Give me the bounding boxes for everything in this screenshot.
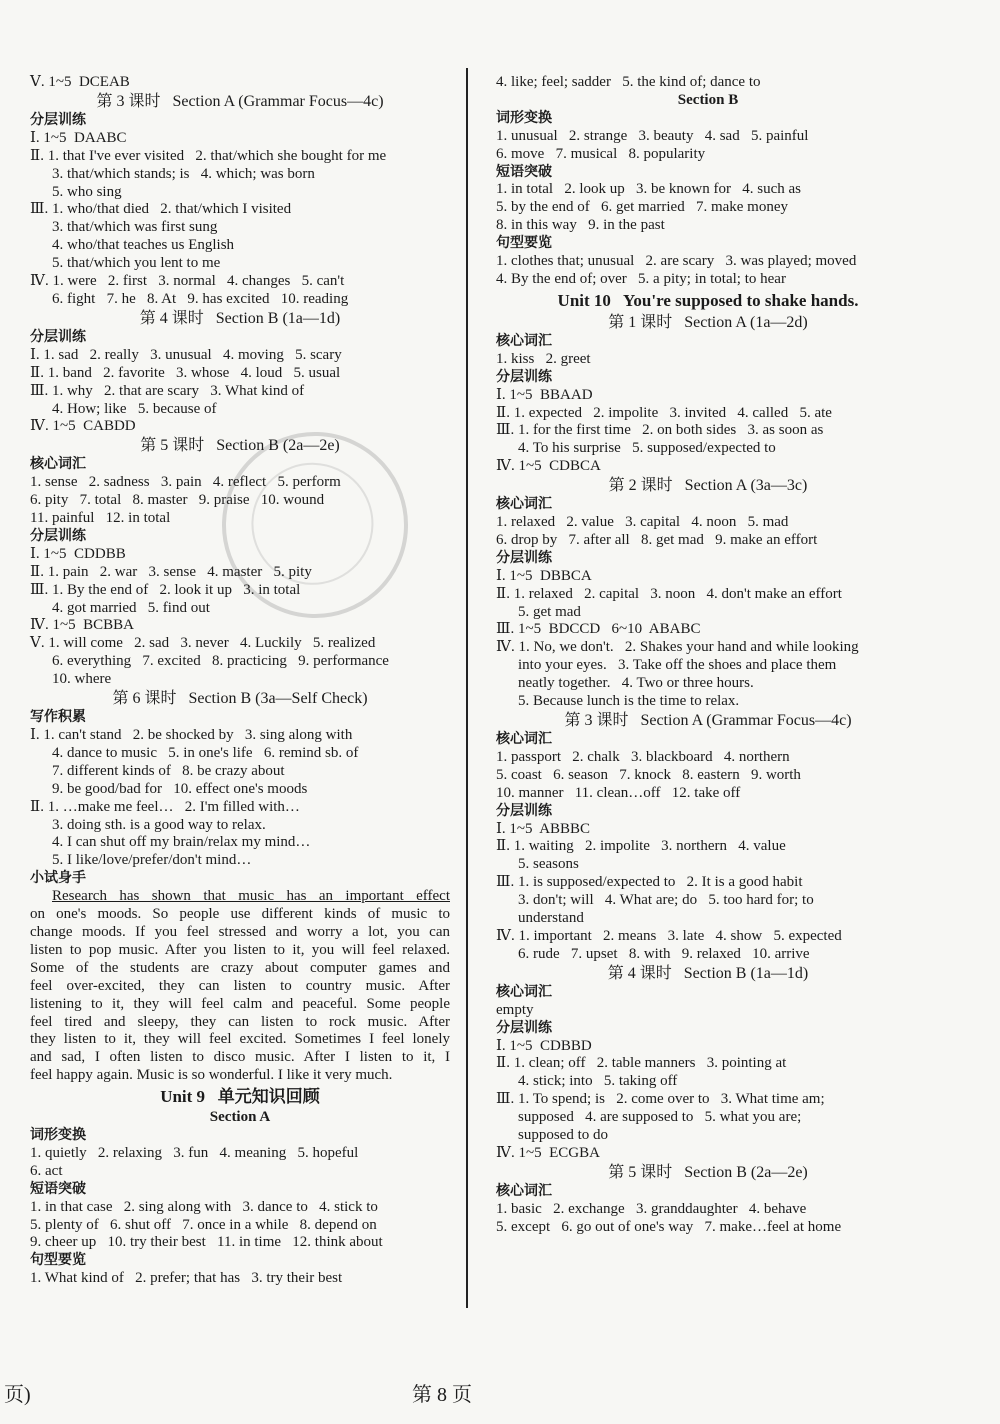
right-line: Unit 10 You're supposed to shake hands.	[557, 290, 859, 310]
right-line: Ⅲ. 1. is supposed/expected to 2. It is a good habit	[496, 874, 803, 891]
right-line: understand	[518, 910, 584, 927]
left-line: feel happy again. Music is so wonderful. I like it very much.	[30, 1067, 393, 1084]
right-line: 1. basic 2. exchange 3. granddaughter 4. behave	[496, 1200, 807, 1217]
right-line: 5. by the end of 6. get married 7. make money	[496, 199, 789, 216]
left-line: Ⅴ. 1~5 DCEAB	[30, 74, 130, 90]
right-line: empty	[496, 1001, 534, 1018]
left-line: 小试身手	[30, 870, 86, 887]
left-line: 3. that/which stands; is 4. which; was born	[52, 165, 315, 182]
left-line: 1. quietly 2. relaxing 3. fun 4. meaning 5. hopeful	[30, 1144, 359, 1161]
right-line: 核心词汇	[496, 983, 552, 1000]
right-line: Ⅳ. 1~5 CDBCA	[496, 458, 601, 475]
right-line: Ⅳ. 1~5 ECGBA	[496, 1144, 600, 1161]
left-line: listen to pop music. After you listen to it, you will feel relaxed.	[30, 941, 450, 958]
left-line: 句型要览	[30, 1252, 86, 1269]
right-line: 5. seasons	[518, 856, 579, 873]
right-line: 核心词汇	[496, 1182, 552, 1199]
left-line: 第 5 课时 Section B (2a—2e)	[140, 437, 340, 455]
right-line: Ⅰ. 1~5 DBBCA	[496, 567, 592, 584]
right-line: 核心词汇	[496, 731, 552, 747]
right-line: 第 5 课时 Section B (2a—2e)	[608, 1163, 808, 1181]
left-line: 词形变换	[30, 1127, 86, 1144]
left-line: 4. got married 5. find out	[52, 599, 210, 616]
left-line: Ⅱ. 1. that I've ever visited 2. that/which she bought for me	[30, 147, 387, 164]
left-line: 写作积累	[30, 709, 86, 726]
left-line: Research has shown that music has an important effect	[52, 888, 450, 905]
right-line: Section B	[677, 91, 739, 108]
right-line: 短语突破	[496, 163, 552, 180]
right-line: neatly together. 4. Two or three hours.	[518, 675, 754, 692]
right-line: 5. except 6. go out of one's way 7. make…feel at home	[496, 1218, 842, 1235]
right-line: 分层训练	[496, 549, 552, 566]
left-line: Ⅱ. 1. pain 2. war 3. sense 4. master 5. pity	[30, 563, 312, 580]
left-line: on one's moods. So people use different kinds of music to	[30, 906, 450, 923]
right-line: 第 1 课时 Section A (1a—2d)	[608, 313, 808, 331]
left-line: Ⅱ. 1. band 2. favorite 3. whose 4. loud 5. usual	[30, 364, 341, 381]
left-line: 分层训练	[30, 527, 86, 544]
left-line: 11. painful 12. in total	[30, 510, 171, 527]
right-line: 词形变换	[496, 109, 552, 126]
right-line: 10. manner 11. clean…off 12. take off	[496, 784, 741, 801]
left-line: 6. fight 7. he 8. At 9. has excited 10. reading	[52, 290, 349, 307]
left-line: Ⅰ. 1~5 DAABC	[30, 129, 127, 146]
left-line: 4. who/that teaches us English	[52, 237, 235, 254]
left-line: 核心词汇	[30, 456, 86, 473]
right-line: 4. stick; into 5. taking off	[518, 1073, 678, 1090]
left-line: and sad, I often listen to disco music. After I listen to it, I	[30, 1049, 450, 1066]
right-line: Ⅲ. 1. for the first time 2. on both sides 3. as soon as	[496, 422, 824, 439]
right-line: 1. kiss 2. greet	[496, 350, 591, 367]
right-line: Ⅳ. 1. No, we don't. 2. Shakes your hand and while looking	[496, 639, 859, 656]
left-line: 10. where	[52, 671, 112, 688]
left-column	[30, 74, 450, 1288]
right-line: Ⅲ. 1. To spend; is 2. come over to 3. What time am;	[496, 1091, 825, 1108]
right-line: 6. rude 7. upset 8. with 9. relaxed 10. arrive	[518, 945, 810, 962]
right-line: Ⅲ. 1~5 BDCCD 6~10 ABABC	[496, 621, 701, 638]
right-line: Ⅰ. 1~5 BBAAD	[496, 386, 593, 403]
right-line: 核心词汇	[496, 332, 552, 349]
left-line: 3. doing sth. is a good way to relax.	[52, 816, 266, 833]
right-line: 5. coast 6. season 7. knock 8. eastern 9. worth	[496, 766, 801, 783]
right-line: Ⅱ. 1. clean; off 2. table manners 3. pointing at	[496, 1055, 787, 1072]
right-line: 1. clothes that; unusual 2. are scary 3. was played; moved	[496, 253, 857, 270]
right-line: 1. passport 2. chalk 3. blackboard 4. northern	[496, 748, 790, 765]
left-line: feel tired and sleepy, they can listen to rock music. After	[30, 1013, 450, 1030]
right-line: 1. relaxed 2. value 3. capital 4. noon 5. mad	[496, 514, 789, 531]
left-line: 第 6 课时 Section B (3a—Self Check)	[112, 690, 368, 708]
left-line: Ⅰ. 1. can't stand 2. be shocked by 3. sing along with	[30, 727, 353, 743]
right-line: 第 4 课时 Section B (1a—1d)	[607, 964, 809, 982]
right-line: 5. Because lunch is the time to relax.	[518, 693, 740, 710]
left-line: 4. dance to music 5. in one's life 6. remind sb. of	[52, 744, 359, 761]
left-line: 9. be good/bad for 10. effect one's moods	[52, 780, 308, 797]
left-line: 1. in that case 2. sing along with 3. dance to 4. stick to	[30, 1198, 378, 1215]
right-line: 4. To his surprise 5. supposed/expected to	[518, 440, 776, 457]
left-line: Ⅱ. 1. …make me feel… 2. I'm filled with…	[30, 798, 300, 815]
left-line: listening to it, they will feel calm and peaceful. Some people	[30, 995, 450, 1012]
left-line: 9. cheer up 10. try their best 11. in time 12. think about	[30, 1234, 383, 1251]
right-column	[496, 74, 920, 1237]
right-line: Ⅳ. 1. important 2. means 3. late 4. show 5. expected	[496, 927, 842, 944]
left-line: 5. that/which you lent to me	[52, 255, 221, 272]
left-line: 5. I like/love/prefer/don't mind…	[52, 852, 252, 869]
left-line: 第 4 课时 Section B (1a—1d)	[139, 309, 341, 327]
right-line: 1. in total 2. look up 3. be known for 4. such as	[496, 181, 801, 198]
right-line: Ⅰ. 1~5 CDBBD	[496, 1037, 592, 1054]
left-line: Ⅲ. 1. who/that died 2. that/which I visited	[30, 201, 292, 218]
left-line: 1. What kind of 2. prefer; that has 3. try their best	[30, 1270, 343, 1287]
page-number: 第 8 页	[412, 1384, 472, 1406]
right-line: 分层训练	[496, 802, 552, 819]
left-line: Ⅳ. 1~5 BCBBA	[30, 617, 134, 634]
left-line: 4. I can shut off my brain/relax my mind…	[52, 834, 311, 851]
left-line: 1. sense 2. sadness 3. pain 4. reflect 5. perform	[30, 474, 341, 491]
right-line: 5. get mad	[518, 603, 581, 620]
left-line: 3. that/which was first sung	[52, 219, 218, 236]
right-line: Ⅰ. 1~5 ABBBC	[496, 820, 591, 837]
left-line: Ⅰ. 1. sad 2. really 3. unusual 4. moving 5. scary	[30, 346, 342, 363]
left-line: 6. act	[30, 1162, 63, 1179]
left-line: 第 3 课时 Section A (Grammar Focus—4c)	[96, 92, 384, 110]
left-line: 6. pity 7. total 8. master 9. praise 10. wound	[30, 492, 325, 509]
left-line: 分层训练	[30, 111, 86, 128]
footer-prev-page: 页)	[4, 1384, 31, 1406]
right-line: 4. By the end of; over 5. a pity; in total; to hear	[496, 270, 786, 287]
left-line: 5. who sing	[52, 183, 122, 200]
left-line: Ⅴ. 1. will come 2. sad 3. never 4. Luckily 5. realized	[30, 635, 376, 652]
right-line: 句型要览	[496, 235, 552, 252]
left-line: feel over-excited, they can listen to country music. After	[30, 977, 450, 994]
left-line: Ⅳ. 1~5 CABDD	[30, 418, 136, 435]
left-line: Section A	[209, 1109, 271, 1126]
right-line: 第 3 课时 Section A (Grammar Focus—4c)	[564, 712, 852, 729]
right-line: 分层训练	[496, 368, 552, 385]
right-line: 第 2 课时 Section A (3a—3c)	[608, 477, 808, 495]
right-line: Ⅱ. 1. expected 2. impolite 3. invited 4. called 5. ate	[496, 404, 832, 421]
right-line: Ⅱ. 1. waiting 2. impolite 3. northern 4. value	[496, 838, 786, 855]
right-line: supposed 4. are supposed to 5. what you are;	[518, 1109, 802, 1126]
right-line: 3. don't; will 4. What are; do 5. too hard for; to	[518, 892, 814, 909]
left-line: 6. everything 7. excited 8. practicing 9. performance	[52, 653, 389, 670]
right-line: 6. move 7. musical 8. popularity	[496, 145, 706, 162]
right-line: supposed to do	[518, 1127, 608, 1144]
right-line: 1. unusual 2. strange 3. beauty 4. sad 5. painful	[496, 127, 809, 144]
right-line: 核心词汇	[496, 496, 552, 513]
right-line: into your eyes. 3. Take off the shoes and place them	[518, 657, 837, 674]
right-line: Ⅱ. 1. relaxed 2. capital 3. noon 4. don't make an effort	[496, 585, 842, 602]
left-line: 分层训练	[30, 328, 86, 345]
left-line: 短语突破	[30, 1180, 86, 1197]
left-line: 4. How; like 5. because of	[52, 400, 217, 417]
column-divider	[466, 68, 468, 1308]
right-line: 4. like; feel; sadder 5. the kind of; dance to	[496, 74, 761, 90]
left-line: Ⅲ. 1. why 2. that are scary 3. What kind of	[30, 382, 305, 399]
left-line: Ⅳ. 1. were 2. first 3. normal 4. changes 5. can't	[30, 273, 345, 290]
left-line: 5. plenty of 6. shut off 7. once in a while 8. depend on	[30, 1216, 377, 1233]
left-line: Ⅲ. 1. By the end of 2. look it up 3. in total	[30, 581, 301, 598]
left-line: Unit 9 单元知识回顾	[160, 1087, 320, 1107]
right-line: 分层训练	[496, 1019, 552, 1036]
left-line: Some of the students are crazy about computer games and	[30, 959, 450, 976]
right-line: 8. in this way 9. in the past	[496, 217, 665, 234]
left-line: change moods. If you feel stressed and worry a lot, you can	[30, 923, 450, 940]
right-line: 6. drop by 7. after all 8. get mad 9. make an effort	[496, 531, 818, 548]
left-line: they listen to it, they will feel excited. Sometimes I feel lonely	[30, 1031, 450, 1048]
left-line: Ⅰ. 1~5 CDDBB	[30, 545, 126, 562]
left-line: 7. different kinds of 8. be crazy about	[52, 762, 285, 779]
